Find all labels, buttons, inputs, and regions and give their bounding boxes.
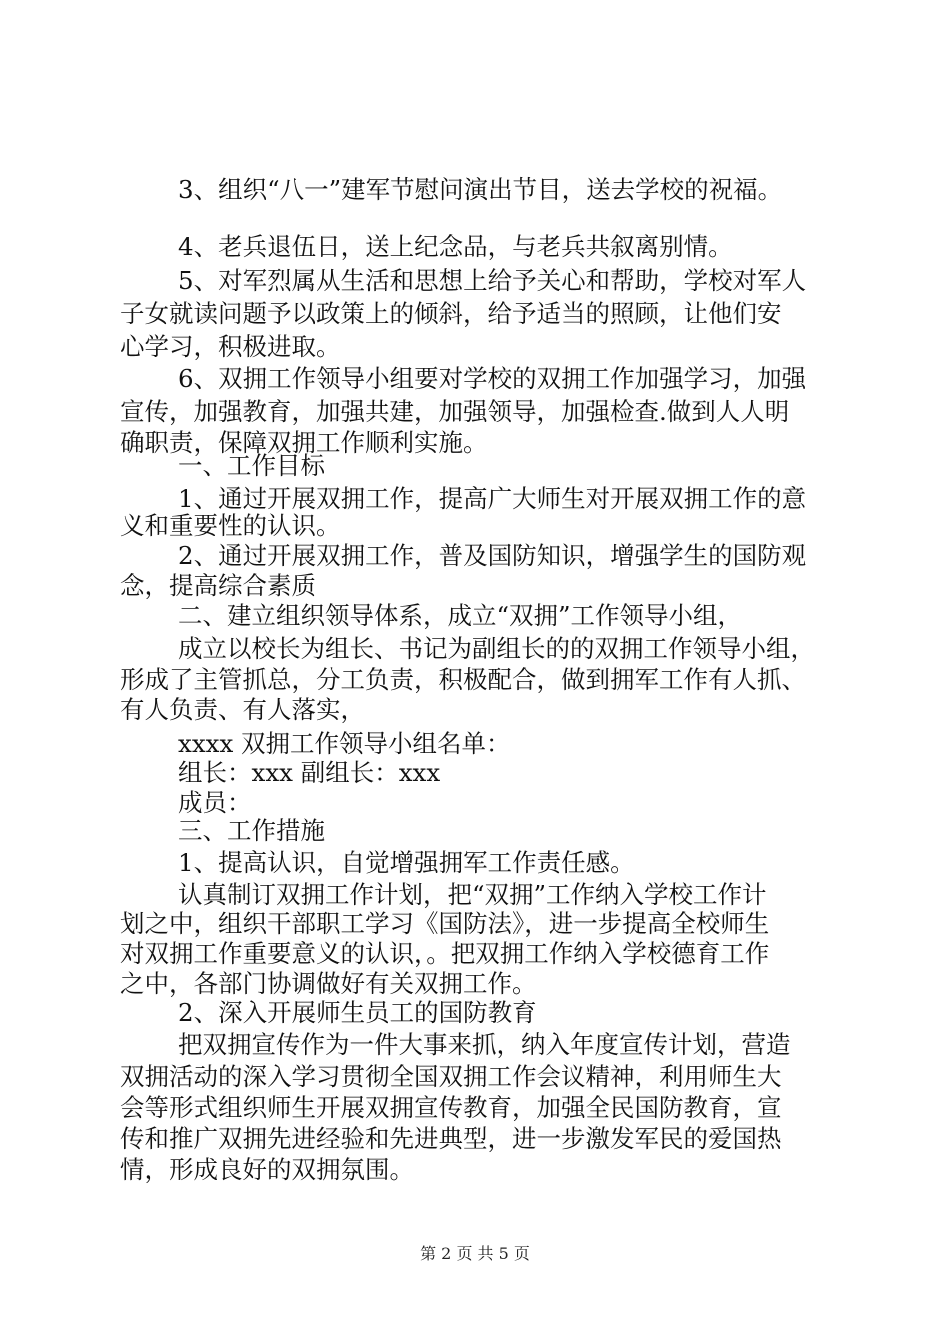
paragraph-line: 3、组织“八一”建军节慰问演出节目，送去学校的祝福。	[178, 175, 783, 204]
section-heading: 一、工作目标	[178, 451, 325, 480]
paragraph-line: 2、深入开展师生员工的国防教育	[178, 998, 537, 1027]
paragraph-line: 4、老兵退伍日，送上纪念品，与老兵共叙离别情。	[178, 232, 733, 261]
paragraph-line: 心学习，积极进取。	[120, 332, 341, 361]
paragraph-line: 情，形成良好的双拥氛围。	[120, 1155, 414, 1184]
paragraph-line: 义和重要性的认识。	[120, 511, 341, 540]
paragraph-line: 有人负责、有人落实，	[120, 695, 365, 724]
paragraph-line: 对双拥工作重要意义的认识，。把双拥工作纳入学校德育工作	[120, 939, 770, 968]
section-heading: 二、建立组织领导体系，成立“双拥”工作领导小组，	[178, 601, 743, 630]
paragraph-line: 之中，各部门协调做好有关双拥工作。	[120, 969, 537, 998]
paragraph-line: 2、通过开展双拥工作，普及国防知识，增强学生的国防观	[178, 541, 807, 570]
paragraph-line: 1、提高认识，自觉增强拥军工作责任感。	[178, 848, 635, 877]
paragraph-line: 把双拥宣传作为一件大事来抓，纳入年度宣传计划，营造	[178, 1030, 791, 1059]
page-number-footer: 第 2 页 共 5 页	[420, 1244, 530, 1263]
paragraph-line: 子女就读问题予以政策上的倾斜，给予适当的照顾，让他们安	[120, 299, 782, 328]
paragraph-line: 成立以校长为组长、书记为副组长的的双拥工作领导小组，	[178, 634, 815, 663]
paragraph-line: 5、对军烈属从生活和思想上给予关心和帮助，学校对军人	[178, 266, 807, 295]
paragraph-line: 确职责，保障双拥工作顺利实施。	[120, 428, 488, 457]
paragraph-line: 6、双拥工作领导小组要对学校的双拥工作加强学习，加强	[178, 364, 807, 393]
paragraph-line: xxxx 双拥工作领导小组名单：	[178, 729, 511, 758]
paragraph-line: 认真制订双拥工作计划，把“双拥”工作纳入学校工作计	[178, 880, 767, 909]
paragraph-line: 宣传，加强教育，加强共建，加强领导，加强检查.做到人人明	[120, 397, 790, 426]
paragraph-line: 1、通过开展双拥工作，提高广大师生对开展双拥工作的意	[178, 484, 807, 513]
paragraph-line: 会等形式组织师生开展双拥宣传教育，加强全民国防教育，宣	[120, 1093, 782, 1122]
paragraph-line: 组长：xxx 副组长：xxx	[178, 758, 441, 787]
paragraph-line: 形成了主管抓总，分工负责，积极配合，做到拥军工作有人抓、	[120, 665, 806, 694]
paragraph-line: 成员：	[178, 788, 252, 817]
paragraph-line: 双拥活动的深入学习贯彻全国双拥工作会议精神，利用师生大	[120, 1062, 782, 1091]
section-heading: 三、工作措施	[178, 816, 325, 845]
paragraph-line: 传和推广双拥先进经验和先进典型，进一步激发军民的爱国热	[120, 1124, 782, 1153]
paragraph-line: 划之中，组织干部职工学习《国防法》，进一步提高全校师生	[120, 909, 770, 938]
paragraph-line: 念，提高综合素质	[120, 571, 316, 600]
